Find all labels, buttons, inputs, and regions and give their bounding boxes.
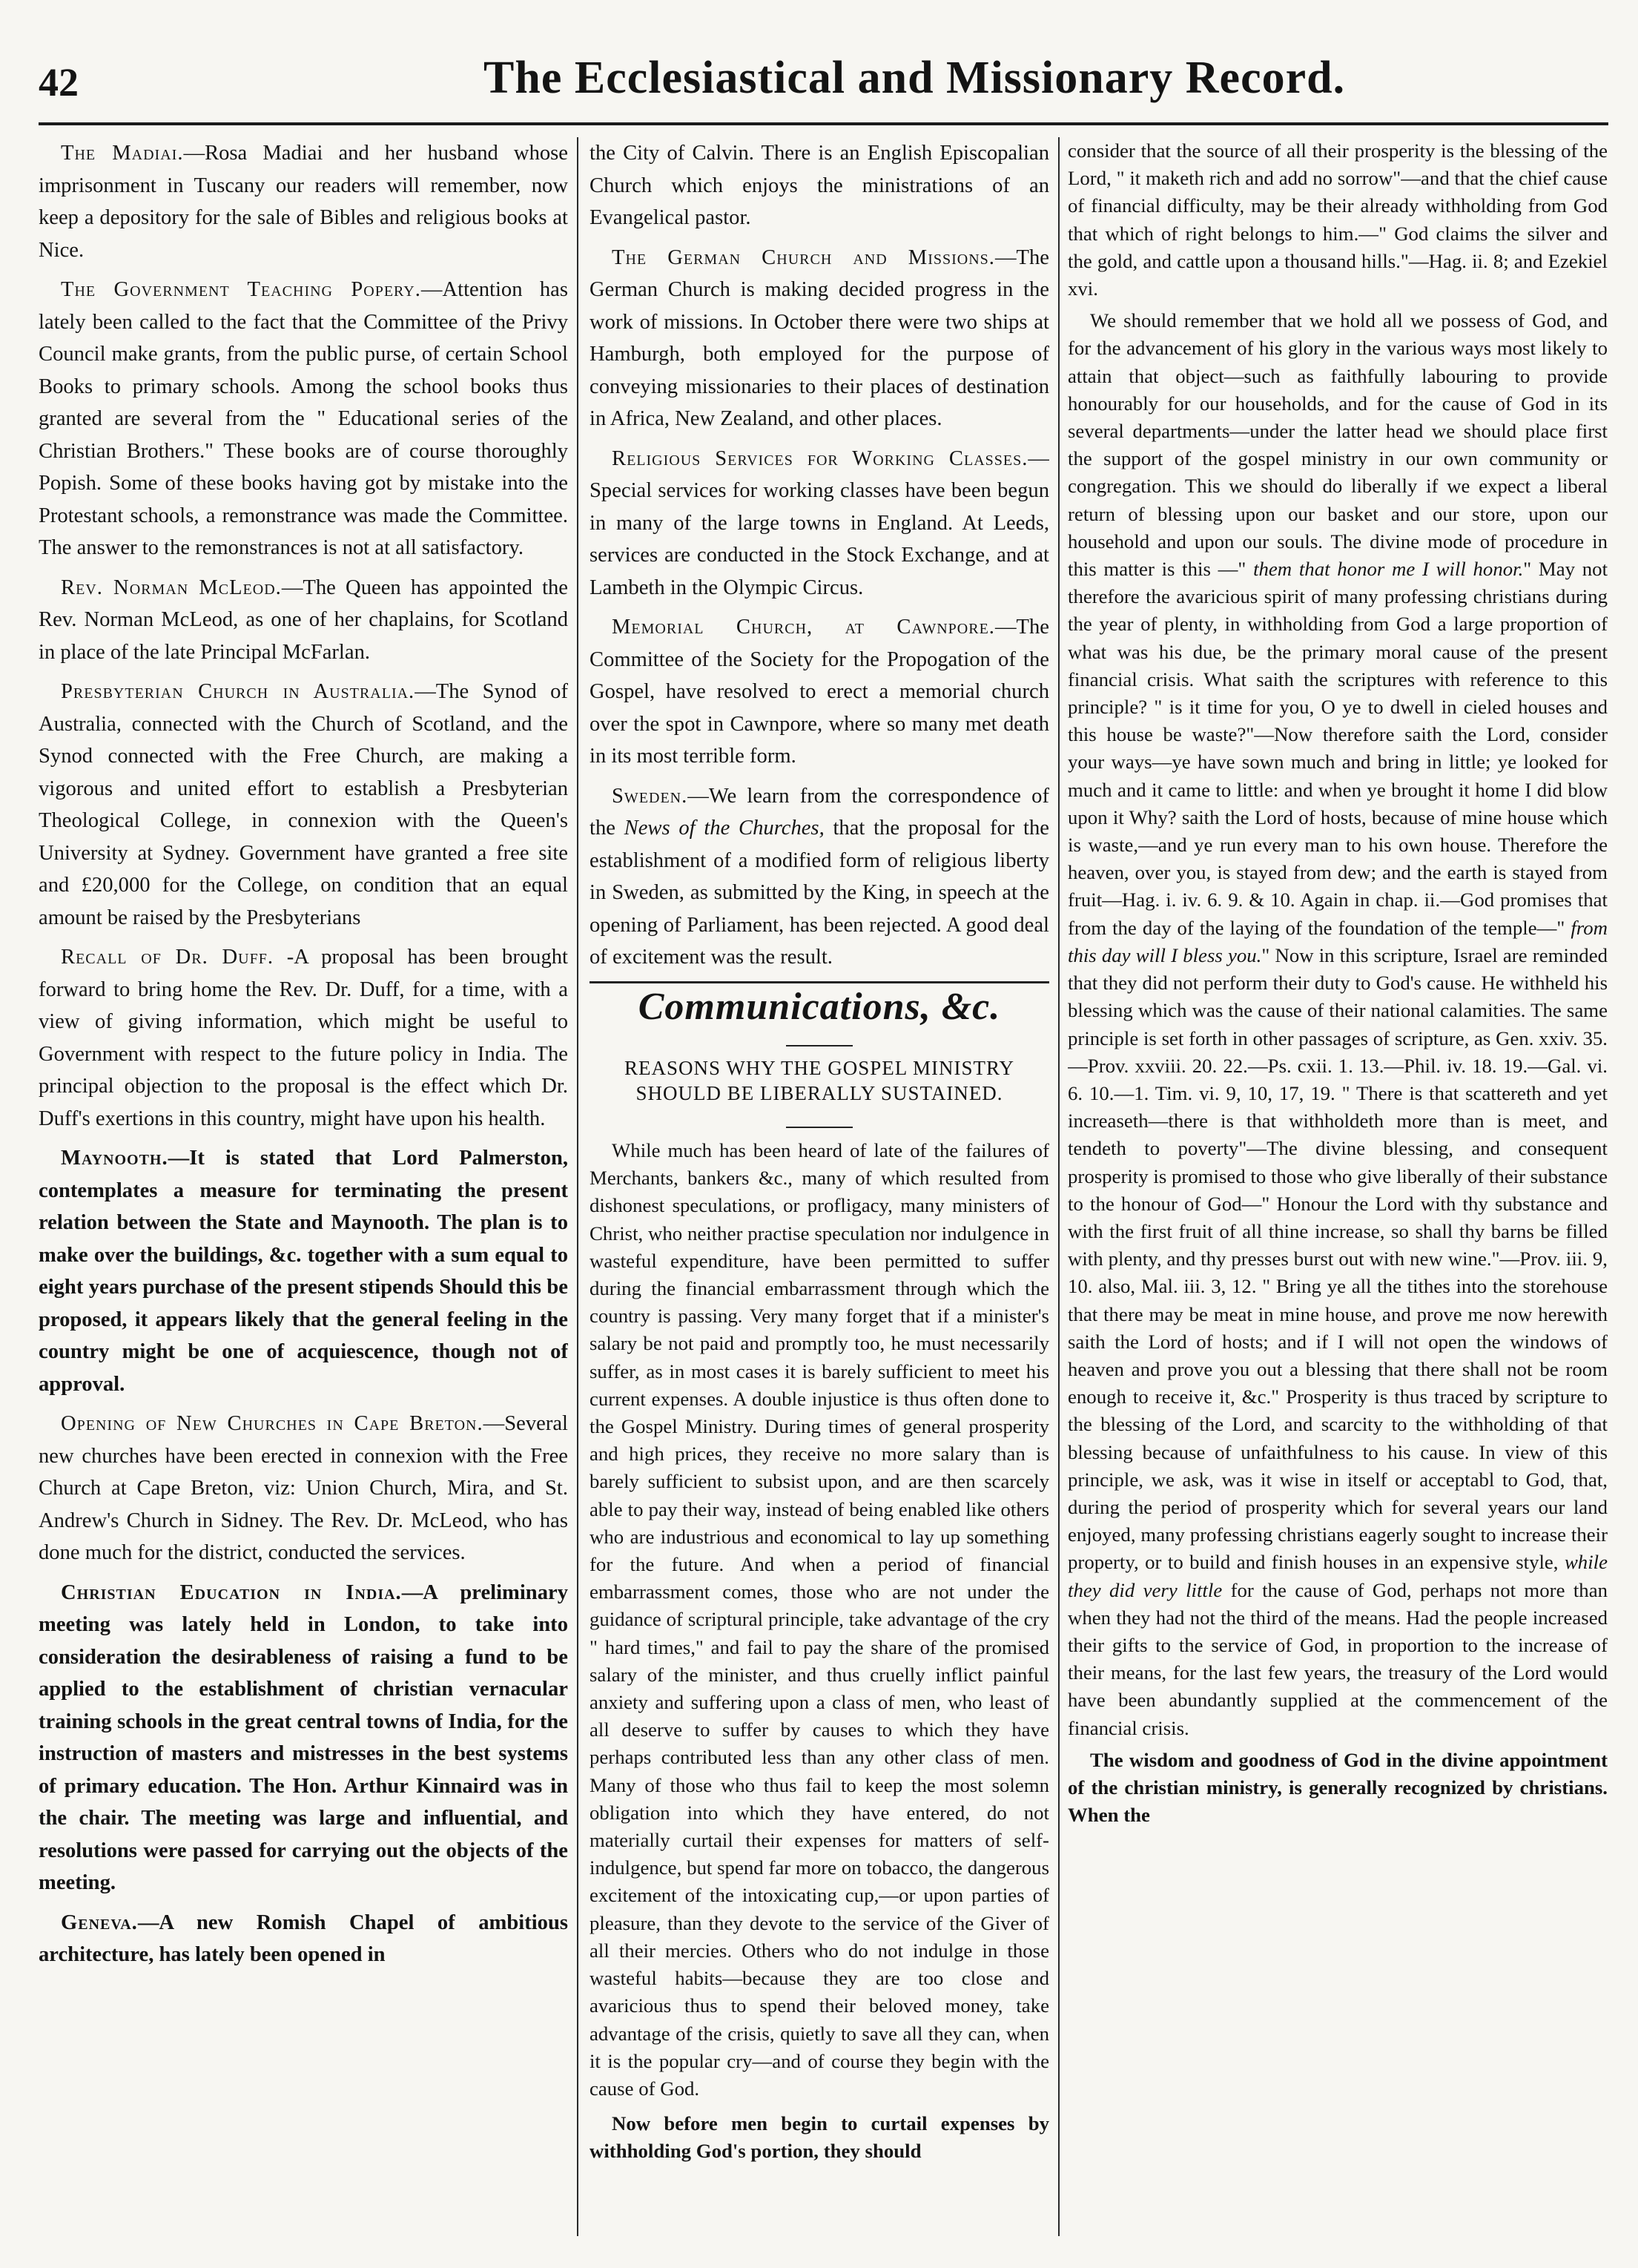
- running-title: The Ecclesiastical and Missionary Record.: [483, 53, 1346, 103]
- item-heading: Sweden.: [612, 784, 688, 808]
- page-number: 42: [39, 60, 79, 105]
- news-item: [590, 242, 1049, 435]
- continued-text: the City of Calvin. There is an English Episcopalian Church which enjoys the ministrations of an Evangelical pastor.: [590, 142, 1049, 229]
- column-2: [590, 137, 1049, 2236]
- news-item: [39, 676, 568, 934]
- item-heading: The Madiai.: [61, 142, 184, 165]
- news-item: [39, 1408, 568, 1569]
- column-1: [39, 137, 568, 2236]
- item-text: —The Synod of Australia, connected with the Church of Scotland, and the Synod connected with the Free Church, are making a vigorous and united effort to establish a Presbyterian Theological College, in connexion with the Queen's University at Sydney. Government have granted a free site and £20,000 for the College, on condition that an equal amount be raised by the Presbyterians: [39, 680, 568, 929]
- item-text-italic: News of the Churches,: [624, 817, 825, 840]
- item-heading: Maynooth.: [61, 1147, 168, 1170]
- paragraph-text: We should remember that we hold all we possess of God, and for the advancement of his glory in the various ways most likely to attain that object—such as faithfully labouring to provide honourably for our households, and for the cause of God in its several departments—under the latter head we should place first the support of the gospel ministry in our own community or congregation. This we should do liberally if we expect a liberal return of blessing upon our basket and our store, upon our household and upon our souls. The divine mode of procedure in this matter is this —": [1068, 309, 1608, 581]
- item-text: —The Committee of the Society for the Propogation of the Gospel, have resolved to erect a memorial church over the spot in Cawnpore, where so many met death in its most terrible form.: [590, 616, 1049, 768]
- item-text: —A new Romish Chapel of ambitious architecture, has lately been opened in: [39, 1911, 568, 1966]
- item-text: -A proposal has been brought forward to bring home the Rev. Dr. Duff, for a time, with a view of giving information, which might be useful to Government with respect to the future policy in India. The principal objection to the proposal is the effect which Dr. Duff's exertions in this country, might have upon his health.: [39, 946, 568, 1130]
- column-rule: [577, 137, 578, 2236]
- paragraph-italic: them that honor me I will honor.: [1253, 558, 1524, 581]
- title-rule: [786, 1045, 853, 1046]
- section-divider: [590, 981, 1049, 983]
- item-heading: The Government Teaching Popery.: [61, 278, 421, 301]
- article-paragraph: consider that the source of all their prosperity is the blessing of the Lord, " it maketh rich and add no sorrow"—and that the chief cause of financial difficulty, may be their already withholding from God that which of right belongs to him.—" God claims the silver and the gold, and cattle upon a thousand hills."—Hag. ii. 8; and Ezekiel xvi.: [1068, 139, 1608, 300]
- news-item: [590, 780, 1049, 974]
- item-heading: Recall of Dr. Duff.: [61, 946, 274, 969]
- paragraph-italic: while they did very little: [1068, 1551, 1608, 1601]
- paragraph-text: for the cause of God, perhaps not more than when they had not the third of the means. Had the people increased their gifts to the service of God, in proportion to the increase of their means, for the last few years, the treasury of the Lord would have been abundantly supplied at the commencement of the financial crisis.: [1068, 1578, 1608, 1739]
- article-paragraph: The wisdom and goodness of God in the divine appointment of the christian ministry, is generally recognized by christians. When the: [1068, 1748, 1608, 1827]
- item-text: —Attention has lately been called to the fact that the Committee of the Privy Council make grants, from the public purse, of certain School Books to primary schools. Among the school books thus granted are several from the " Educational series of the Christian Brothers." These books are of course thoroughly Popish. Some of these books having got by mistake into the Protestant schools, a remonstrance was made the Committee. The answer to the remonstrances is not at all satisfactory.: [39, 278, 568, 559]
- item-text: —The German Church is making decided progress in the work of missions. In October there were two ships at Hamburgh, both employed for the purpose of conveying missionaries to their places of destination in Africa, New Zealand, and other places.: [590, 245, 1049, 430]
- news-item: [39, 1907, 568, 1971]
- item-heading: Presbyterian Church in Australia.: [61, 680, 415, 703]
- article-body: [590, 1137, 1049, 2166]
- news-item: [39, 1142, 568, 1400]
- news-item: [39, 1577, 568, 1899]
- item-text: —Special services for working classes have been begun in many of the large towns in England. At Leeds, services are conducted in the Stock Exchange, and at Lambeth in the Olympic Circus.: [590, 446, 1049, 599]
- article-title: REASONS WHY THE GOSPEL MINISTRY SHOULD BE LIBERALLY SUSTAINED.: [624, 1057, 1015, 1104]
- item-heading: Geneva.: [61, 1911, 138, 1934]
- item-heading: Christian Education in India.: [61, 1580, 402, 1604]
- item-text: that the proposal for the establishment of a modified form of religious liberty in Sweden, as submitted by the King, in speech at the opening of Parliament, has been rejected. A good deal of excitement was the result.: [590, 817, 1049, 969]
- paragraph-italic: from this day will I bless you.: [1068, 916, 1608, 966]
- item-heading: Memorial Church, at Cawnpore.: [612, 616, 995, 639]
- news-item: [39, 941, 568, 1135]
- item-text: —It is stated that Lord Palmerston, contemplates a measure for terminating the present relation between the State and Maynooth. The plan is to make over the buildings, &c. together with a sum equal to eight years purchase of the present stipends Should this be proposed, it appears likely that the general feeling in the country might be one of acquiescence, though not of approval.: [39, 1147, 568, 1396]
- item-heading: The German Church and Missions.: [612, 245, 995, 269]
- item-heading: Opening of New Churches in Cape Breton.: [61, 1412, 483, 1435]
- section-heading: Communications, &c.: [638, 985, 1001, 1028]
- column-3: [1068, 137, 1608, 2236]
- item-text: —Rosa Madiai and her husband whose imprisonment in Tuscany our readers will remember, now keep a depository for the sale of Bibles and religious books at Nice.: [39, 142, 568, 262]
- news-item: [39, 274, 568, 564]
- paragraph-text: " Now in this scripture, Israel are reminded that they did not perform their duty to God's cause. He withheld his blessing which was the cause of their national calamities. The same principle is set forth in other passages of scripture, as Gen. xxiv. 35.—Prov. xxviii. 20. 22.—Ps. cxii. 1. 13.—Phil. iv. 18. 19.—Gal. vi. 6. 10.—1. Tim. vi. 9, 10, 17, 19. " There is that scattereth and yet increaseth—there is that withholdeth more than is meet, and tendeth to poverty"—The divine blessing, and consequent prosperity is promised to those who give liberally of their substance to the honour of God—" Honour the Lord with thy substance and with the first fruit of all thine increase, so shall thy barns be filled with plenty, and thy presses burst out with new wine."—Prov. iii. 9, 10. also, Mal. iii. 3, 12. " Bring ye all the tithes into the storehouse that there may be meat in mine house, and prove me now herewith saith the Lord of hosts; and if I will not open the windows of heaven and prove you out a blessing that there shall not be room enough to receive it, &c." Prosperity is thus traced by scripture to the blessing of the Lord, and scarcity to the withholding of that blessing because of unfaithfulness to his cause. In view of this principle, we ask, was it wise in itself or acceptabl to God, that, during the period of prosperity which for several years our land enjoyed, many professing christians eagerly sought to increase their property, or to build and finish houses in an expensive style,: [1068, 943, 1608, 1574]
- item-text: —A preliminary meeting was lately held in London, to take into consideration the desirableness of raising a fund to be applied to the establishment of christian vernacular training schools in the great central towns of India, for the instruction of masters and mistresses in the best systems of primary education. The Hon. Arthur Kinnaird was in the chair. The meeting was large and influential, and resolutions were passed for carrying out the objects of the meeting.: [39, 1580, 568, 1894]
- news-item: [590, 443, 1049, 604]
- news-item: [39, 572, 568, 669]
- article-paragraph: While much has been heard of late of the failures of Merchants, bankers &c., many of which resulted from dishonest speculations, or profligacy, many ministers of Christ, who neither practise speculation nor indulgence in wasteful expenditure, have been permitted to suffer during the financial embarrassment through which the country is passing. Very many forget that if a minister's salary be not paid and promptly too, he must necessarily suffer, as in most cases it is barely sufficient to meet his current expenses. A double injustice is thus often done to the Gospel Ministry. During times of general prosperity and high prices, they receive no more salary than is barely sufficient to subsist upon, and are then scarcely able to pay their way, instead of being enabled like others who are industrious and economical to lay up something for the future. And when a period of financial embarrassment comes, those who are not under the guidance of scriptural principle, take advantage of the cry " hard times," and fail to pay the share of the promised salary of the minister, and thus cruelly inflict painful anxiety and suffering upon a class of men, who least of all deserve to suffer by causes to which they have perhaps contributed less than any other class of men. Many of those who thus fail to keep the most solemn obligation into which they have entered, do not materially curtail their expenses for matters of self-indulgence, but spend far more on tobacco, the dangerous excitement of the intoxicating cup,—or upon parties of pleasure, than they devote to the service of the Giver of all their mercies. Others who do not indulge in those wasteful habits—because they are too close and avaricious thus to spend their beloved money, take advantage of the crisis, quietly to save all they can, when it is the popular cry—and of course they begin with the cause of God.: [590, 1139, 1049, 2100]
- column-rule: [1058, 137, 1060, 2236]
- paragraph-text: " May not therefore the avaricious spirit of many professing christians during the year of plenty, in withholding from God a large proportion of what was his due, be the primary moral cause of the present financial crisis. What saith the scriptures with reference to this principle? " is it time for you, O ye to dwell in cieled houses and this house be waste?"—Now therefore saith the Lord, consider your ways—ye have sown much and bring in little; ye looked for much and it came to little: and when ye brought it home I did blow upon it Why? saith the Lord of hosts, because of mine house which is waste,—and ye run every man to his own house. Therefore the heaven, over you, is stayed from dew; and the earth is stayed from fruit—Hag. i. iv. 6. 9. & 10. Again in chap. ii.—God promises that from the day of the laying of the foundation of the temple—": [1068, 558, 1608, 939]
- article-paragraph: [1068, 307, 1608, 1742]
- article-paragraph: Now before men begin to curtail expenses by withholding God's portion, they should: [590, 2112, 1049, 2163]
- title-rule: [786, 1127, 853, 1128]
- item-heading: Religious Services for Working Classes.: [612, 446, 1028, 470]
- item-text: —The Queen has appointed the Rev. Norman McLeod, as one of her chaplains, for Scotland in place of the late Principal McFarlan.: [39, 576, 568, 664]
- page-header: [39, 52, 1608, 125]
- news-item: [590, 611, 1049, 773]
- item-text: —Several new churches have been erected in connexion with the Free Church at Cape Breton, viz: Union Church, Mira, and St. Andrew's Church in Sidney. The Rev. Dr. McLeod, who has done much for the district, conducted the services.: [39, 1412, 568, 1564]
- news-item: [39, 137, 568, 266]
- item-text: —We learn from the correspondence of the: [590, 784, 1049, 840]
- item-heading: Rev. Norman McLeod.: [61, 576, 282, 599]
